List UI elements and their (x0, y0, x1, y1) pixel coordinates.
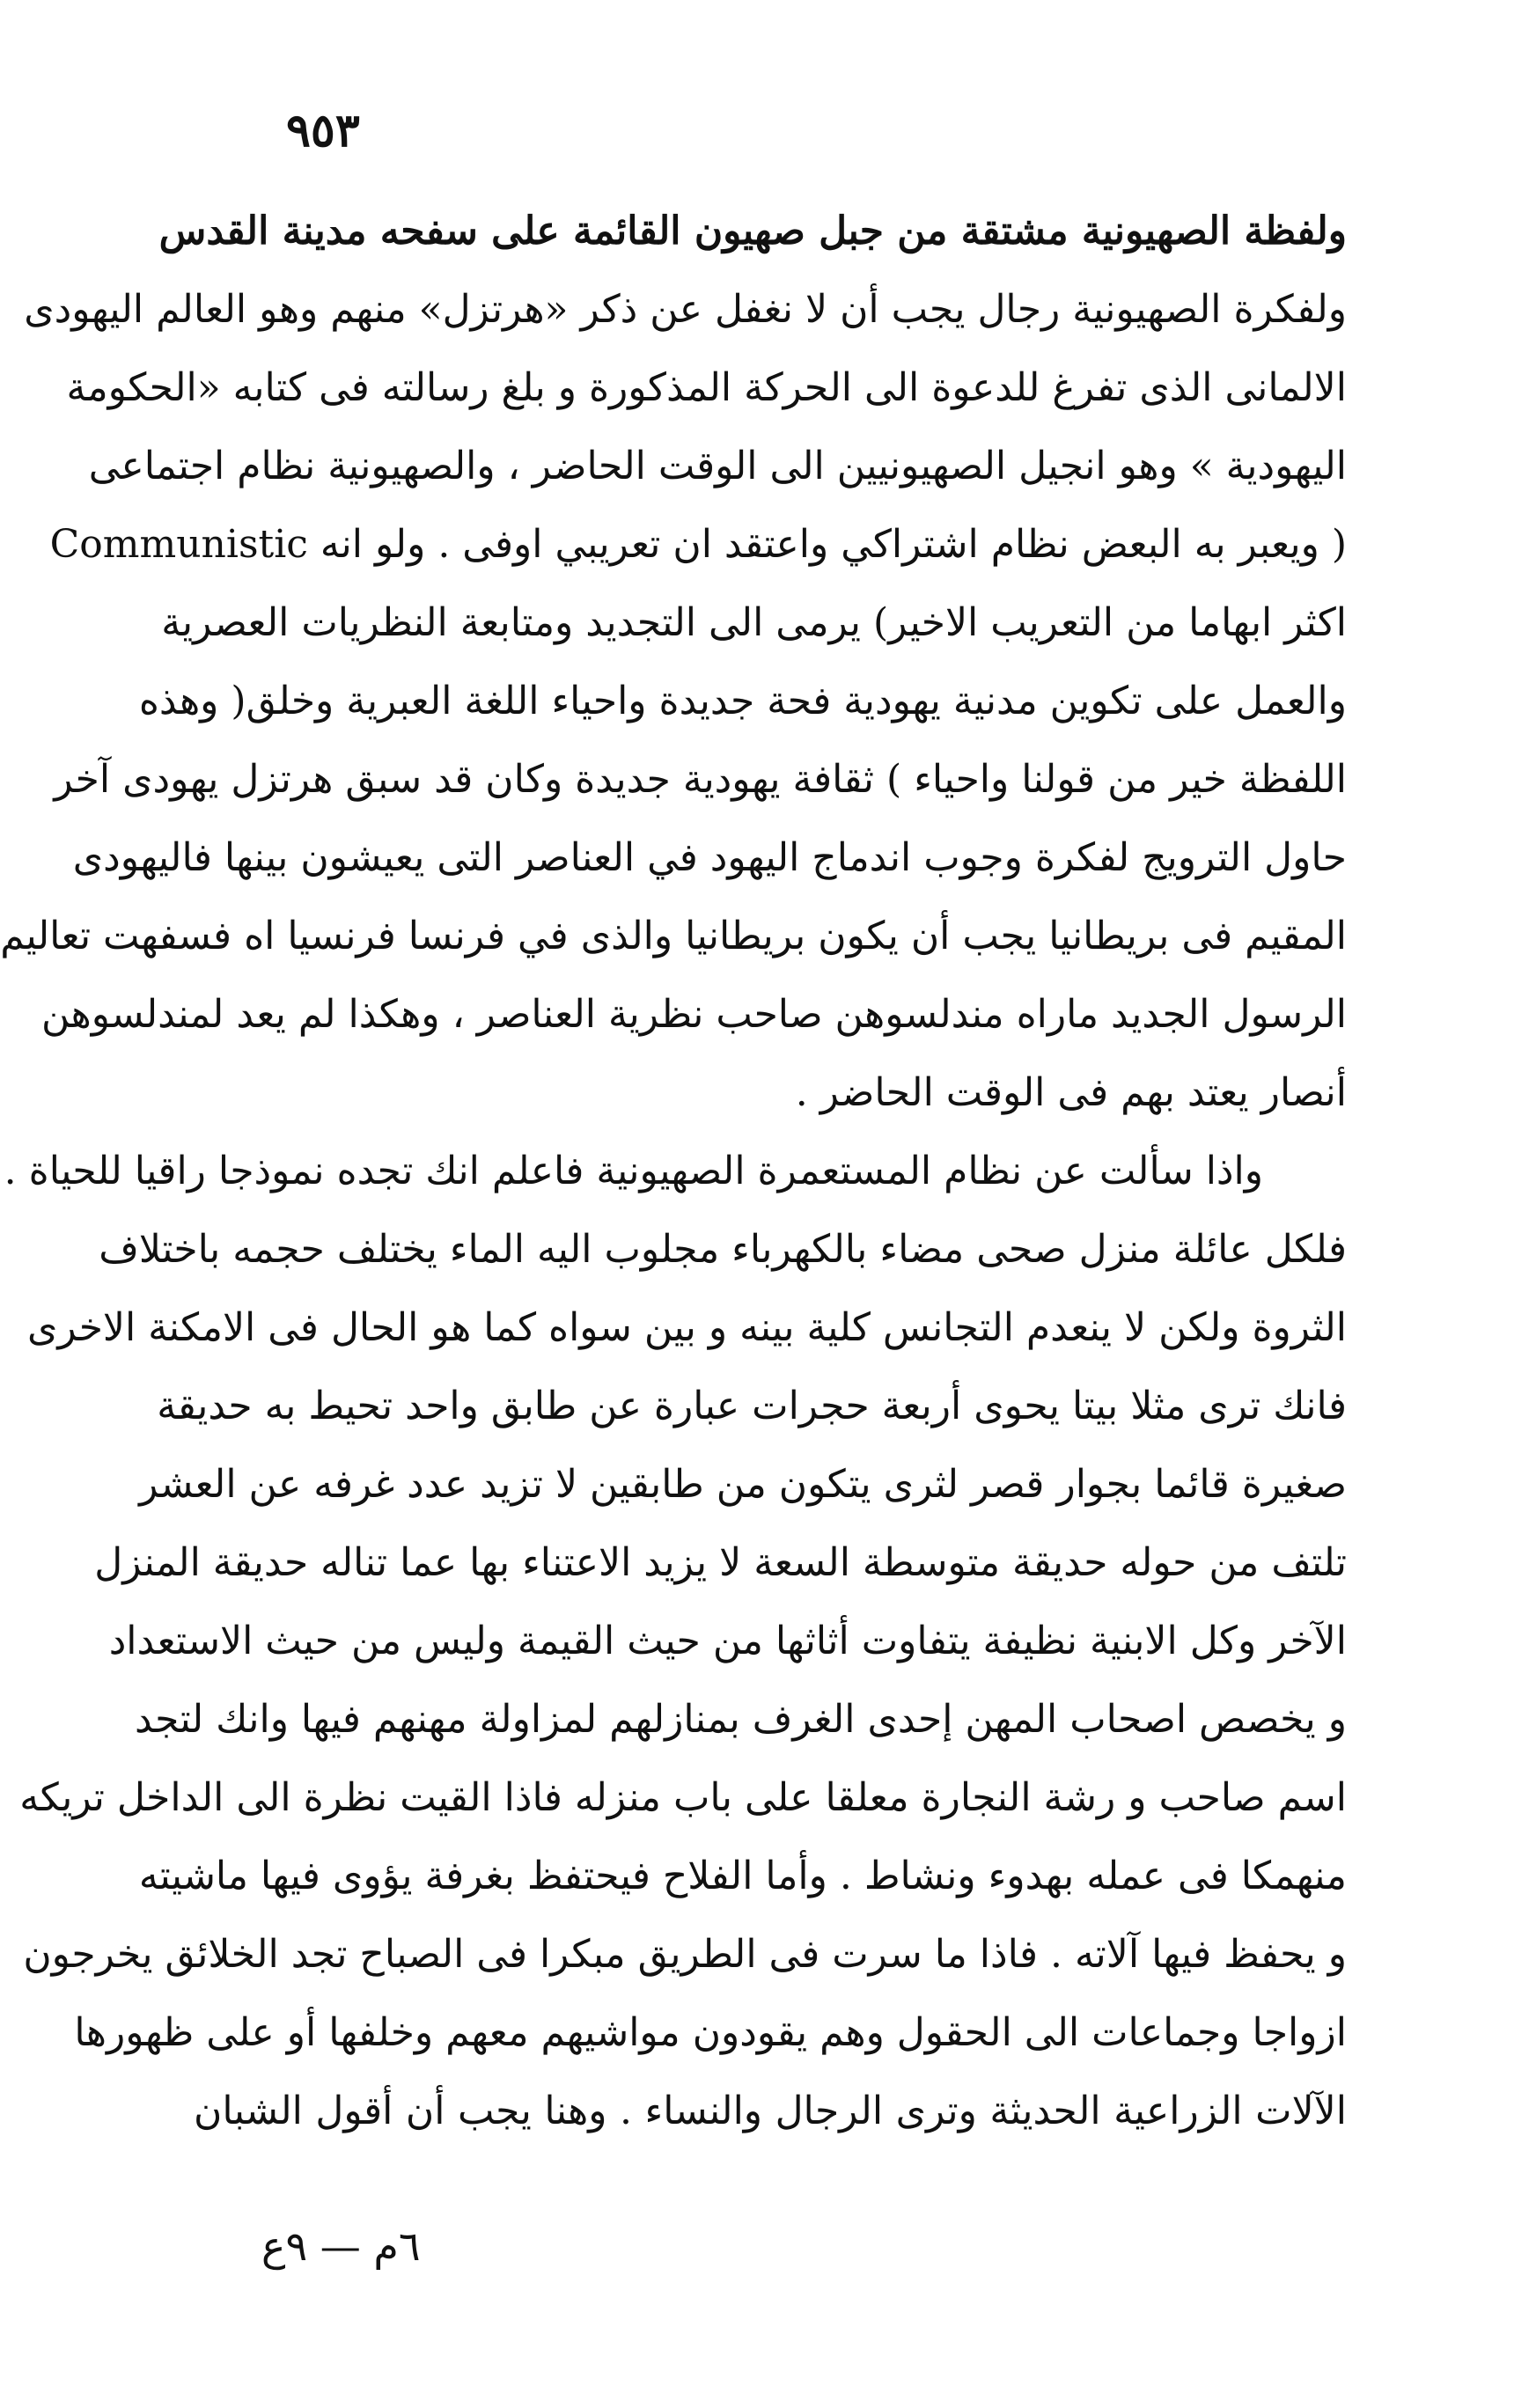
text-line: ولفكرة الصهيونية رجال يجب أن لا نغفل عن ذكر «هرتزل» منهم وهو العالم اليهودى (24, 287, 1347, 332)
text-line: ( ويعبر به البعض نظام اشتراكي واعتقد ان تعريبي اوفى . ولو انه Communistic (49, 522, 1347, 567)
text-line: و يحفظ فيها آلاته . فاذا ما سرت فى الطريق مبكرا فى الصباح تجد الخلائق يخرجون (23, 1932, 1347, 1977)
text-line: واذا سألت عن نظام المستعمرة الصهيونية فاعلم انك تجده نموذجا راقيا للحياة . (4, 1149, 1263, 1193)
text-line: صغيرة قائما بجوار قصر لثرى يتكون من طابقين لا تزيد عدد غرفه عن العشر (139, 1462, 1347, 1507)
body-text (0, 192, 1347, 2150)
printer-signature: ٦م — ٩ع (261, 2222, 421, 2270)
text-line: اسم صاحب و رشة النجارة معلقا على باب منزله فاذا القيت نظرة الى الداخل تريكه (19, 1775, 1347, 1820)
text-line: الآلات الزراعية الحديثة وترى الرجال والنساء . وهنا يجب أن أقول الشبان (194, 2089, 1347, 2133)
text-line: حاول الترويج لفكرة وجوب اندماج اليهود في العناصر التى يعيشون بينها فاليهودى (72, 835, 1347, 880)
text-line: تلتف من حوله حديقة متوسطة السعة لا يزيد الاعتناء بها عما تناله حديقة المنزل (94, 1540, 1347, 1585)
text-line: منهمكا فى عمله بهدوء ونشاط . وأما الفلاح فيحتفظ بغرفة يؤوى فيها ماشيته (138, 1854, 1347, 1898)
text-line: و يخصص اصحاب المهن إحدى الغرف بمنازلهم لمزاولة مهنهم فيها وانك لتجد (134, 1697, 1347, 1742)
page-number: ٩٥٣ (286, 104, 360, 158)
text-line: فلكل عائلة منزل صحى مضاء بالكهرباء مجلوب اليه الماء يختلف حجمه باختلاف (99, 1227, 1347, 1272)
text-line: أنصار يعتد بهم فى الوقت الحاضر . (795, 1070, 1347, 1115)
text-line: والعمل على تكوين مدنية يهودية فحة جديدة واحياء اللغة العبرية وخلق( وهذه (138, 679, 1347, 723)
text-line: اكثر ابهاما من التعريب الاخير) يرمى الى التجديد ومتابعة النظريات العصرية (161, 600, 1347, 645)
text-line: الثروة ولكن لا ينعدم التجانس كلية بينه و بين سواه كما هو الحال فى الامكنة الاخرى (26, 1305, 1347, 1350)
text-line: الالمانى الذى تفرغ للدعوة الى الحركة المذكورة و بلغ رسالته فى كتابه «الحكومة (66, 365, 1347, 410)
text-line: اليهودية » وهو انجيل الصهيونيين الى الوقت الحاضر ، والصهيونية نظام اجتماعى (88, 444, 1347, 488)
text-line: الرسول الجديد ماراه مندلسوهن صاحب نظرية العناصر ، وهكذا لم يعد لمندلسوهن (41, 992, 1347, 1037)
text-line: اللفظة خير من قولنا واحياء ) ثقافة يهودية جديدة وكان قد سبق هرتزل يهودى آخر (54, 757, 1347, 802)
text-line: المقيم فى بريطانيا يجب أن يكون بريطانيا والذى في فرنسا فرنسيا اه فسفهت تعاليم (0, 914, 1347, 958)
text-line: ولفظة الصهيونية مشتقة من جبل صهيون القائمة على سفحه مدينة القدس (158, 209, 1347, 253)
paragraph-2 (4, 1132, 1347, 2150)
text-line: الآخر وكل الابنية نظيفة يتفاوت أثاثها من حيث القيمة وليس من حيث الاستعداد (108, 1619, 1347, 1663)
paragraph-1 (0, 192, 1347, 1132)
text-line: فانك ترى مثلا بيتا يحوى أربعة حجرات عبارة عن طابق واحد تحيط به حديقة (157, 1384, 1347, 1428)
text-line: ازواجا وجماعات الى الحقول وهم يقودون مواشيهم معهم وخلفها أو على ظهورها (74, 2010, 1347, 2055)
